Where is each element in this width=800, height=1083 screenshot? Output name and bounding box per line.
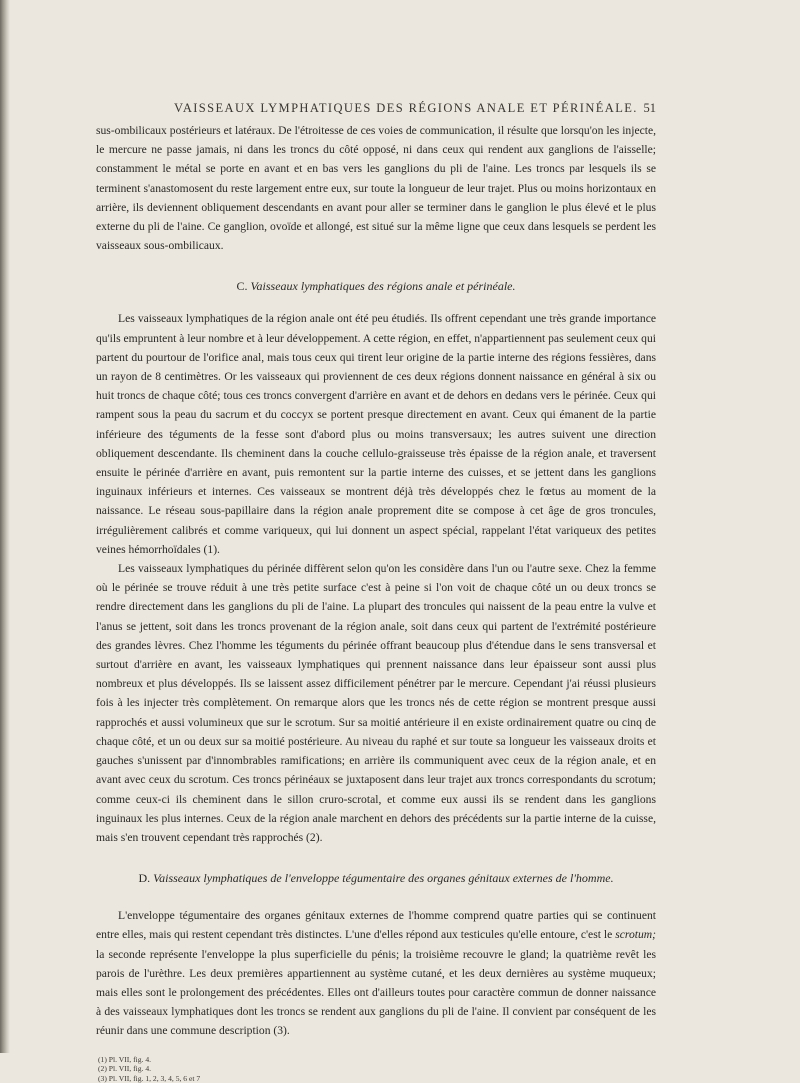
section-title: Vaisseaux lymphatiques des régions anale et périnéale. <box>250 279 516 294</box>
section-heading-c <box>96 277 656 296</box>
running-title: VAISSEAUX LYMPHATIQUES DES RÉGIONS ANALE ET PÉRINÉALE. <box>174 101 638 115</box>
paragraph-text: la seconde représente l'enveloppe la plus superficielle du pénis; la troisième recouvre le gland; la quatrième revêt les parois de l'urèthre. Les deux premières appartiennent au système cutané, et les deux dernières au système muqueux; mais elles sont le prolongement des précédentes. Elles ont d'ailleurs toutes pour caractère commun de donner naissance à des vaisseaux lymphatiques dont les troncs se rendent aux ganglions du pli de l'aine. Il convient par conséquent de les réunir dans une commune description (3). <box>96 947 656 1038</box>
section-heading-d <box>96 869 656 888</box>
paragraph-text: L'enveloppe tégumentaire des organes génitaux externes de l'homme comprend quatre parties qui se continuent entre elles, mais qui restent cependant très distinctes. L'une d'elles répond aux testicules qu'elle entoure, c'est le <box>96 909 656 942</box>
page-binding-edge <box>0 0 10 1053</box>
running-header <box>96 101 656 121</box>
footnote: (1) Pl. VII, fig. 4. <box>98 1054 152 1064</box>
book-page <box>96 101 656 1083</box>
paragraph-perineum: Les vaisseaux lymphatiques du périnée diffèrent selon qu'on les considère dans l'un ou l'autre sexe. Chez la femme où le périnée se trouve réduit à une très petite surface c'est à peine si l'on voit de chaque côté un ou deux troncs se rendre directement dans les ganglions du pli de l'aine. La plupart des troncules qui naissent de la peau entre la vulve et l'anus se jettent, soit dans les troncs provenant de la région anale, soit dans ceux qui partent de l'extrémité postérieure des grandes lèvres. Chez l'homme les téguments du périnée offrant beaucoup plus d'étendue dans le sens transversal et surtout d'arrière en avant, les vaisseaux lymphatiques qui prennent naissance dans leur épaisseur sont aussi plus nombreux et plus développés. Ils se laissent assez difficilement pénétrer par le mercure. Cependant j'ai réussi plusieurs fois à les injecter très complètement. On remarque alors que les troncs nés de cette région se montrent presque aussi rapprochés et aussi volumineux que sur le scrotum. Sur sa moitié antérieure il en existe ordinairement quatre ou cinq de chaque côté, et un ou deux sur sa moitié postérieure. Au niveau du raphé et sur toute sa longueur les vaisseaux droits et gauches s'unissent par d'innombrables ramifications; en arrière ils communiquent avec ceux de la région anale, et en avant avec ceux du scrotum. Ces troncs périnéaux se juxtaposent dans leur trajet aux troncs correspondants du scrotum; comme ceux-ci ils cheminent dans le sillon cruro-scrotal, et comme eux aussi ils se rendent dans les ganglions inguinaux les plus internes. Ceux de la région anale marchent en dehors des précédents sur la partie interne de la cuisse, mais s'en trouvent cependant très rapprochés (2). <box>96 562 656 844</box>
paragraph-continued: sus-ombilicaux postérieurs et latéraux. De l'étroitesse de ces voies de communication, il résulte que lorsqu'on les injecte, le mercure ne passe jamais, ni dans les troncs du côté opposé, ni dans ceux qui rendent aux ganglions de l'aisselle; constamment le métal se porte en avant et en bas vers les ganglions du pli de l'aine. Les troncs par lesquels ils se terminent s'anastomosent du reste largement entre eux, sur toute la longueur de leur trajet. Plus ou moins horizontaux en arrière, ils deviennent obliquement descendants en avant pour aller se terminer dans le ganglion le plus élevé et le plus externe du pli de l'aine. Ce ganglion, ovoïde et allongé, est situé sur la même ligne que ceux dans lesquels se perdent les vaisseaux sous-ombilicaux. <box>96 124 656 253</box>
paragraph-genital-envelope <box>96 906 656 1040</box>
page-number: 51 <box>643 101 656 115</box>
paragraph-anal-region: Les vaisseaux lymphatiques de la région anale ont été peu étudiés. Ils offrent cependant une très grande importance qu'ils empruntent à leur nombre et à leur développement. A cette région, en effet, n'appartiennent pas seulement ceux qui partent du pourtour de l'orifice anal, mais tous ceux qui tirent leur origine de la partie interne des régions fessières, dans un rayon de 8 centimètres. Or les vaisseaux qui proviennent de ces deux régions donnent naissance en général à six ou huit troncs de chaque côté; tous ces troncs convergent d'arrière en avant et de dehors en dedans vers le périnée. Ceux qui rampent sous la peau du sacrum et du coccyx se portent presque directement en avant. Ceux qui émanent de la partie inférieure des téguments de la fesse sont d'abord plus ou moins transversaux; les autres suivent une direction obliquement descendante. Ils cheminent dans la couche cellulo-graisseuse très épaisse de la région anale, et traversent ensuite le périnée d'arrière en avant, puis remontent sur la partie interne des cuisses, et se jettent dans les ganglions inguinaux inférieurs et internes. Ces vaisseaux se montrent déjà très développés chez le fœtus au moment de la naissance. Le réseau sous-papillaire dans la région anale proprement dite se compose à cet âge de gros troncules, irrégulièrement calibrés et comme variqueux, qui lui donnent un aspect spécial, rappelant l'état variqueux des petites veines hémorrhoïdales (1). <box>96 312 656 556</box>
footnotes <box>96 1055 656 1083</box>
footnote: (2) Pl. VII, fig. 4. <box>98 1064 152 1074</box>
section-letter: D. <box>138 871 151 886</box>
section-title: Vaisseaux lymphatiques de l'enveloppe tégumentaire des organes génitaux externes de l'homme. <box>153 871 614 886</box>
footnote: (3) Pl. VII, fig. 1, 2, 3, 4, 5, 6 et 7 <box>98 1073 201 1083</box>
scrotum-term: scrotum; <box>615 928 656 942</box>
section-letter: C. <box>236 279 248 294</box>
